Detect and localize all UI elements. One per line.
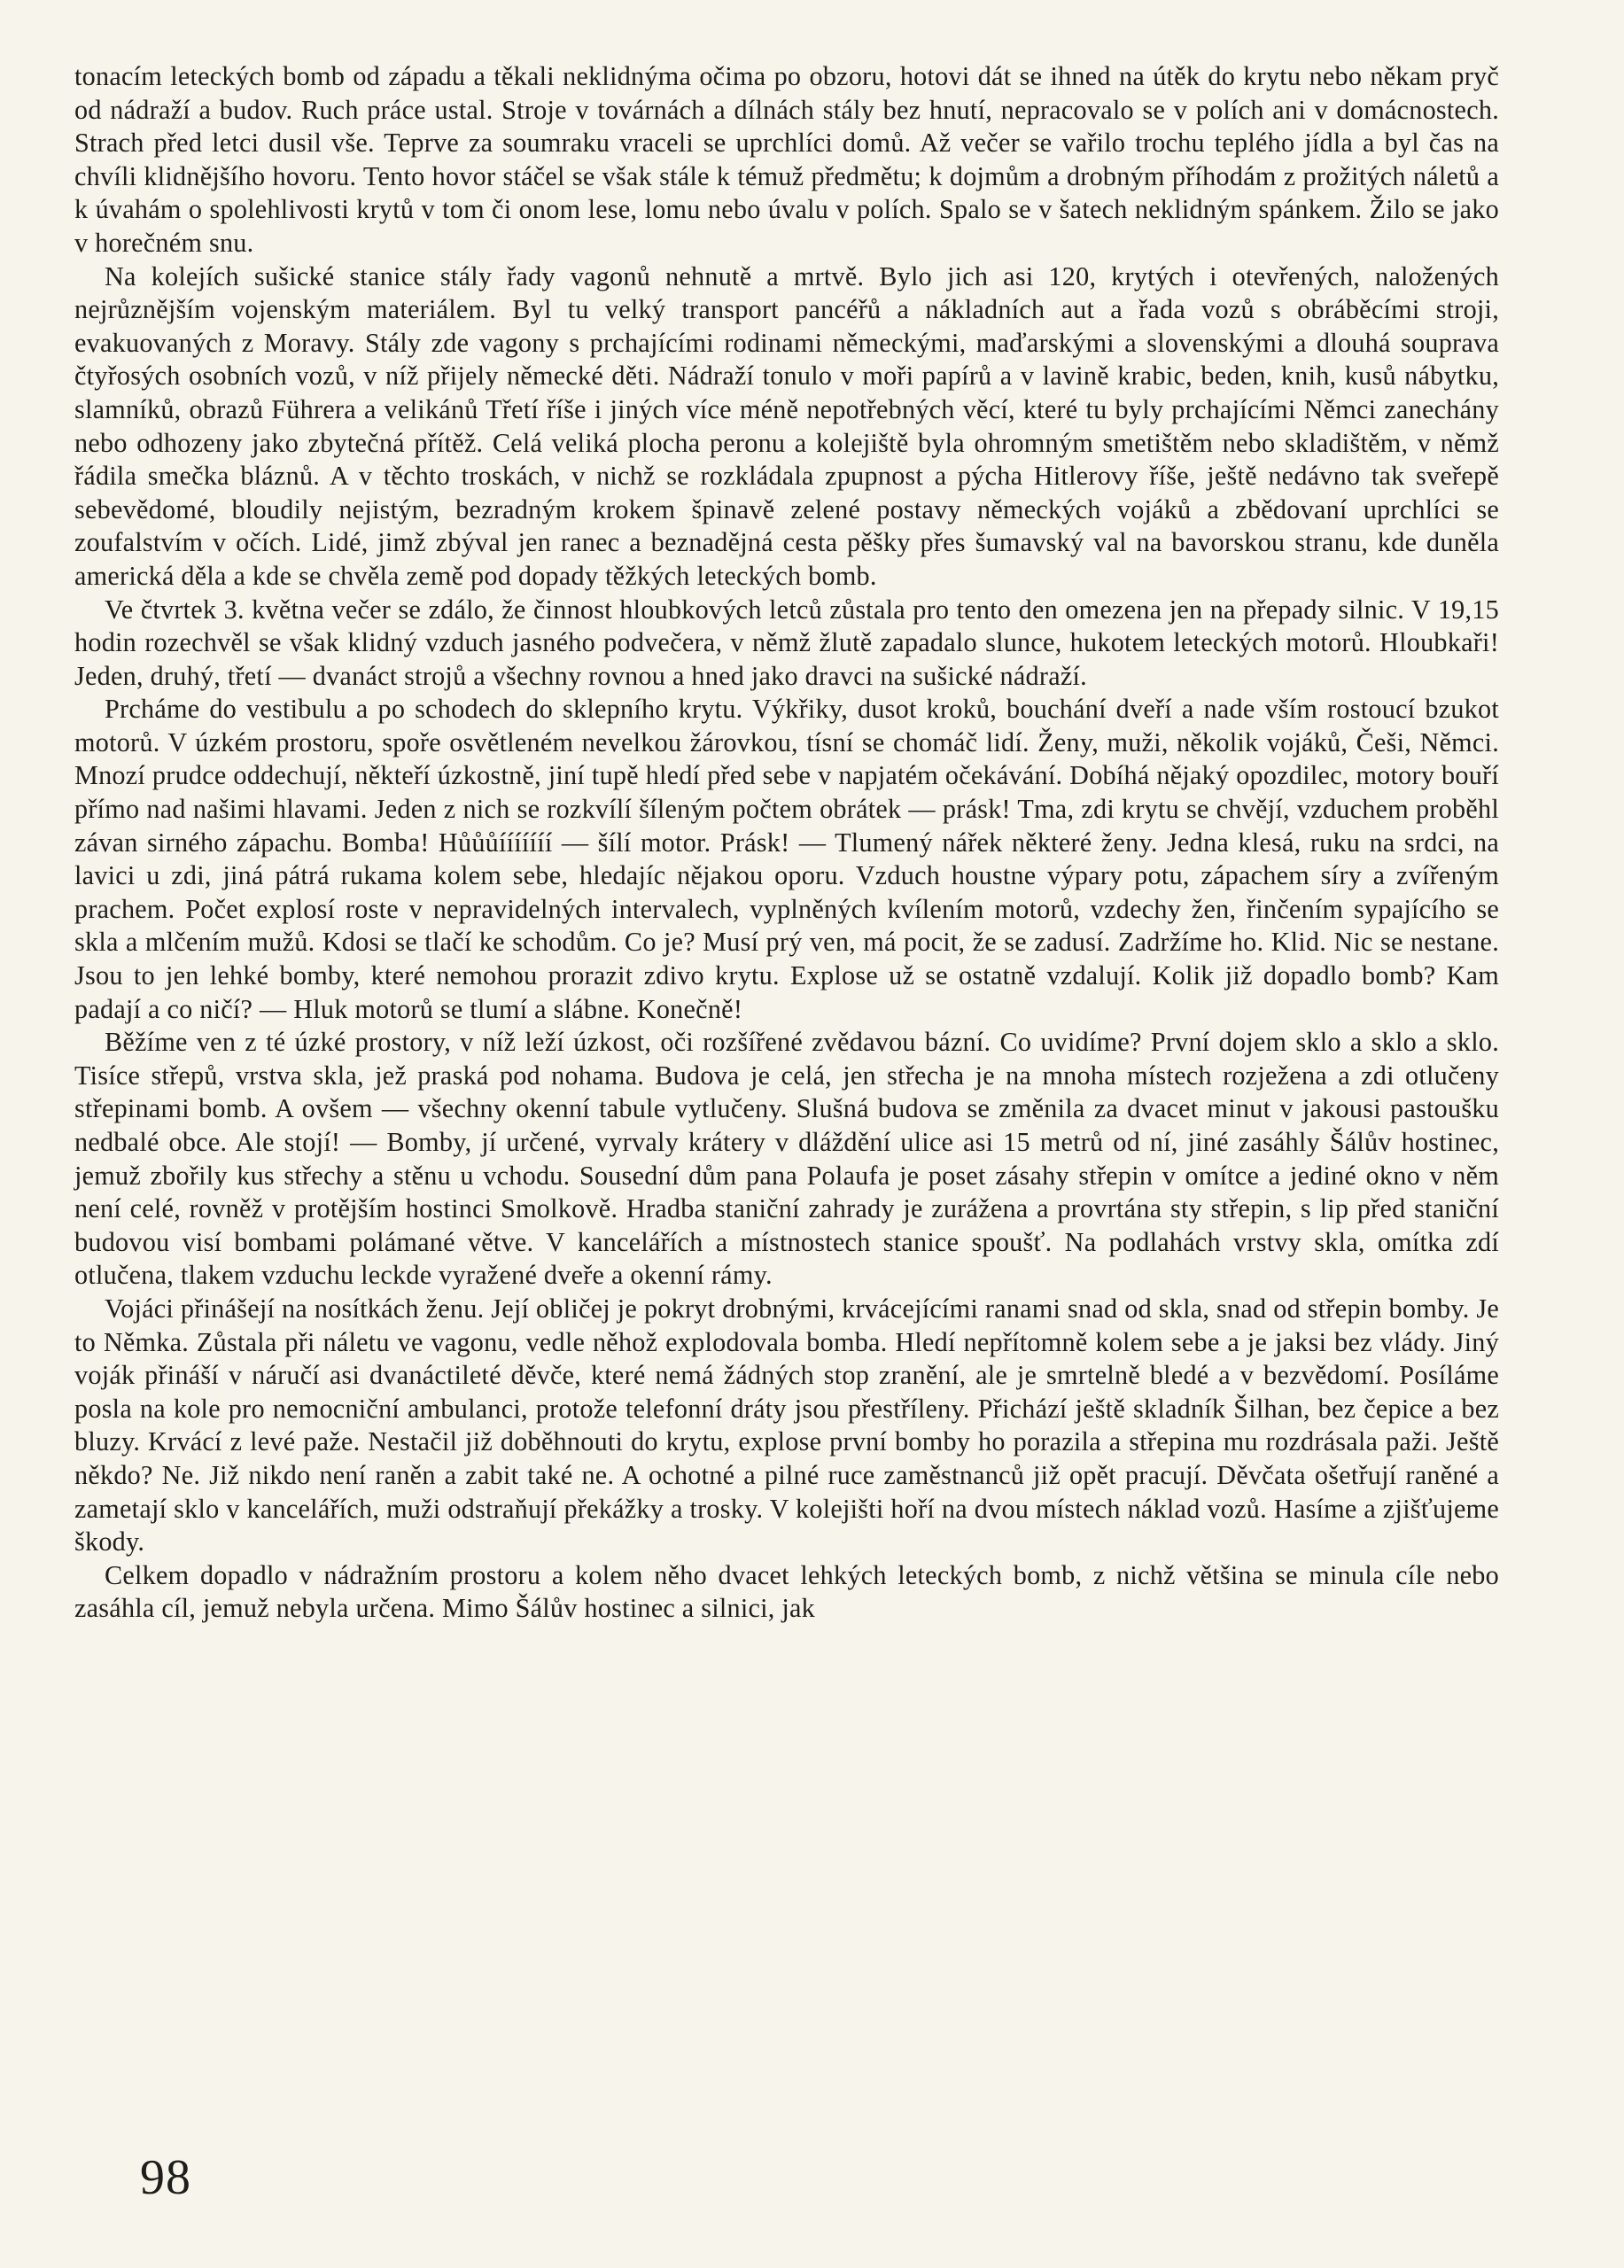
paragraph-7: Celkem dopadlo v nádražním prostoru a kolem něho dvacet lehkých leteckých bomb, z nichž většina se minula cíle nebo zasáhla cíl, jemuž nebyla určena. Mimo Šálův hostinec a silnici, jak xyxy=(74,1559,1499,1624)
body-text xyxy=(74,60,1499,1626)
paragraph-6: Vojáci přinášejí na nosítkách ženu. Její obličej je pokryt drobnými, krvácejícími ranami snad od skla, snad od střepin bomby. Je to Němka. Zůstala při náletu ve vagonu, vedle něhož explodovala bomba. Hledí nepřítomně kolem sebe a je jaksi bez vlády. Jiný voják přináší v náručí asi dvanáctileté děvče, které nemá žádných stop zranění, ale je smrtelně bledé a v bezvědomí. Posíláme posla na kole pro nemocniční ambulanci, protože telefonní dráty jsou přestříleny. Přichází ještě skladník Šilhan, bez čepice a bez bluzy. Krvácí z levé paže. Nestačil již doběhnouti do krytu, explose první bomby ho porazila a střepina mu rozdrásala paži. Ještě někdo? Ne. Již nikdo není raněn a zabit také ne. A ochotné a pilné ruce zaměstnanců již opět pracují. Děvčata ošetřují raněné a zametají sklo v kancelářích, muži odstraňují překážky a trosky. V kolejišti hoří na dvou místech náklad vozů. Hasíme a zjišťujeme škody. xyxy=(74,1293,1499,1557)
paragraph-2: Na kolejích sušické stanice stály řady vagonů nehnutě a mrtvě. Bylo jich asi 120, krytých i otevřených, naložených nejrůznějším vojenským materiálem. Byl tu velký transport pancéřů a nákladních aut a řada vozů s obráběcími stroji, evakuovaných z Moravy. Stály zde vagony s prchajícími rodinami německými, maďarskými a slovenskými a dlouhá souprava čtyřosých osobních vozů, v níž přijely německé děti. Nádraží tonulo v moři papírů a v lavině krabic, beden, knih, kusů nábytku, slamníků, obrazů Führera a velikánů Třetí říše i jiných více méně nepotřebných věcí, které tu byly prchajícími Němci zanechány nebo odhozeny jako zbytečná přítěž. Celá veliká plocha peronu a kolejiště byla ohromným smetištěm nebo skladištěm, v němž řádila smečka bláznů. A v těchto troskách, v nichž se rozkládala zpupnost a pýcha Hitlerovy říše, ještě nedávno tak sveřepě sebevědomé, bloudily nejistým, bezradným krokem špinavě zelené postavy německých vojáků a zbědovaní uprchlíci se zoufalstvím v očích. Lidé, jimž zbýval jen ranec a beznadějná cesta pěšky přes šumavský val na bavorskou stranu, kde duněla americká děla a kde se chvěla země pod dopady těžkých leteckých bomb. xyxy=(74,260,1499,591)
paragraph-1: tonacím leteckých bomb od západu a těkali neklidnýma očima po obzoru, hotovi dát se ihned na útěk do krytu nebo někam pryč od nádraží a budov. Ruch práce ustal. Stroje v továrnách a dílnách stály bez hnutí, nepracovalo se v polích ani v domácnostech. Strach před letci dusil vše. Teprve za soumraku vraceli se uprchlíci domů. Až večer se vařilo trochu teplého jídla a byl čas na chvíli klidnějšího hovoru. Tento hovor stáčel se však stále k témuž předmětu; k dojmům a drobným příhodám z prožitých náletů a k úvahám o spolehlivosti krytů v tom či onom lese, lomu nebo úvalu v polích. Spalo se v šatech neklidným spánkem. Žilo se jako v horečném snu. xyxy=(74,61,1499,258)
paragraph-5: Běžíme ven z té úzké prostory, v níž leží úzkost, oči rozšířené zvědavou bázní. Co uvidíme? První dojem sklo a sklo a sklo. Tisíce střepů, vrstva skla, jež praská pod nohama. Budova je celá, jen střecha je na mnoha místech rozježena a zdi otlučeny střepinami bomb. A ovšem — všechny okenní tabule vytlučeny. Slušná budova se změnila za dvacet minut v jakousi pastoušku nedbalé obce. Ale stojí! — Bomby, jí určené, vyrvaly krátery v dláždění ulice asi 15 metrů od ní, jiné zasáhly Šálův hostinec, jemuž zbořily kus střechy a stěnu u vchodu. Sousední dům pana Polaufa je poset zásahy střepin v omítce a jediné okno v něm není celé, rovněž v protějším hostinci Smolkově. Hradba staniční zahrady je zurážena a provrtána sty střepin, s lip před staniční budovou visí bombami polámané větve. V kancelářích a místnostech stanice spoušť. Na podlahách vrstvy skla, omítka zdí otlučena, tlakem vzduchu leckde vyražené dveře a okenní rámy. xyxy=(74,1027,1499,1291)
paragraph-4: Prcháme do vestibulu a po schodech do sklepního krytu. Výkřiky, dusot kroků, bouchání dveří a nade vším rostoucí bzukot motorů. V úzkém prostoru, spoře osvětleném nevelkou žárovkou, tísní se chomáč lidí. Ženy, muži, několik vojáků, Češi, Němci. Mnozí prudce oddechují, někteří úzkostně, jiní tupě hledí před sebe v napjatém očekávání. Dobíhá nějaký opozdilec, motory bouří přímo nad našimi hlavami. Jeden z nich se rozkvílí šíleným počtem obrátek — prásk! Tma, zdi krytu se chvějí, vzduchem proběhl závan sirného zápachu. Bomba! Hůůůííííííí — šílí motor. Prásk! — Tlumený nářek některé ženy. Jedna klesá, ruku na srdci, na lavici u zdi, jiná pátrá rukama kolem sebe, hledajíc nějakou oporu. Vzduch houstne výpary potu, zápachem síry a zvířeným prachem. Počet explosí roste v nepravidelných intervalech, vyplněných kvílením motorů, vzdechy žen, řinčením sypajícího se skla a mlčením mužů. Kdosi se tlačí ke schodům. Co je? Musí prý ven, má pocit, že se zadusí. Zadržíme ho. Klid. Nic se nestane. Jsou to jen lehké bomby, které nemohou prorazit zdivo krytu. Explose už se ostatně vzdalují. Kolik již dopadlo bomb? Kam padají a co ničí? — Hluk motorů se tlumí a slábne. Konečně! xyxy=(74,694,1499,1024)
page-number: 98 xyxy=(140,2150,191,2205)
paragraph-3: Ve čtvrtek 3. května večer se zdálo, že činnost hloubkových letců zůstala pro tento den omezena jen na přepady silnic. V 19,15 hodin rozechvěl se však klidný vzduch jasného podvečera, v němž žlutě zapadalo slunce, hukotem leteckých motorů. Hloubkaři! Jeden, druhý, třetí — dvanáct strojů a všechny rovnou a hned jako dravci na sušické nádraží. xyxy=(74,594,1499,691)
